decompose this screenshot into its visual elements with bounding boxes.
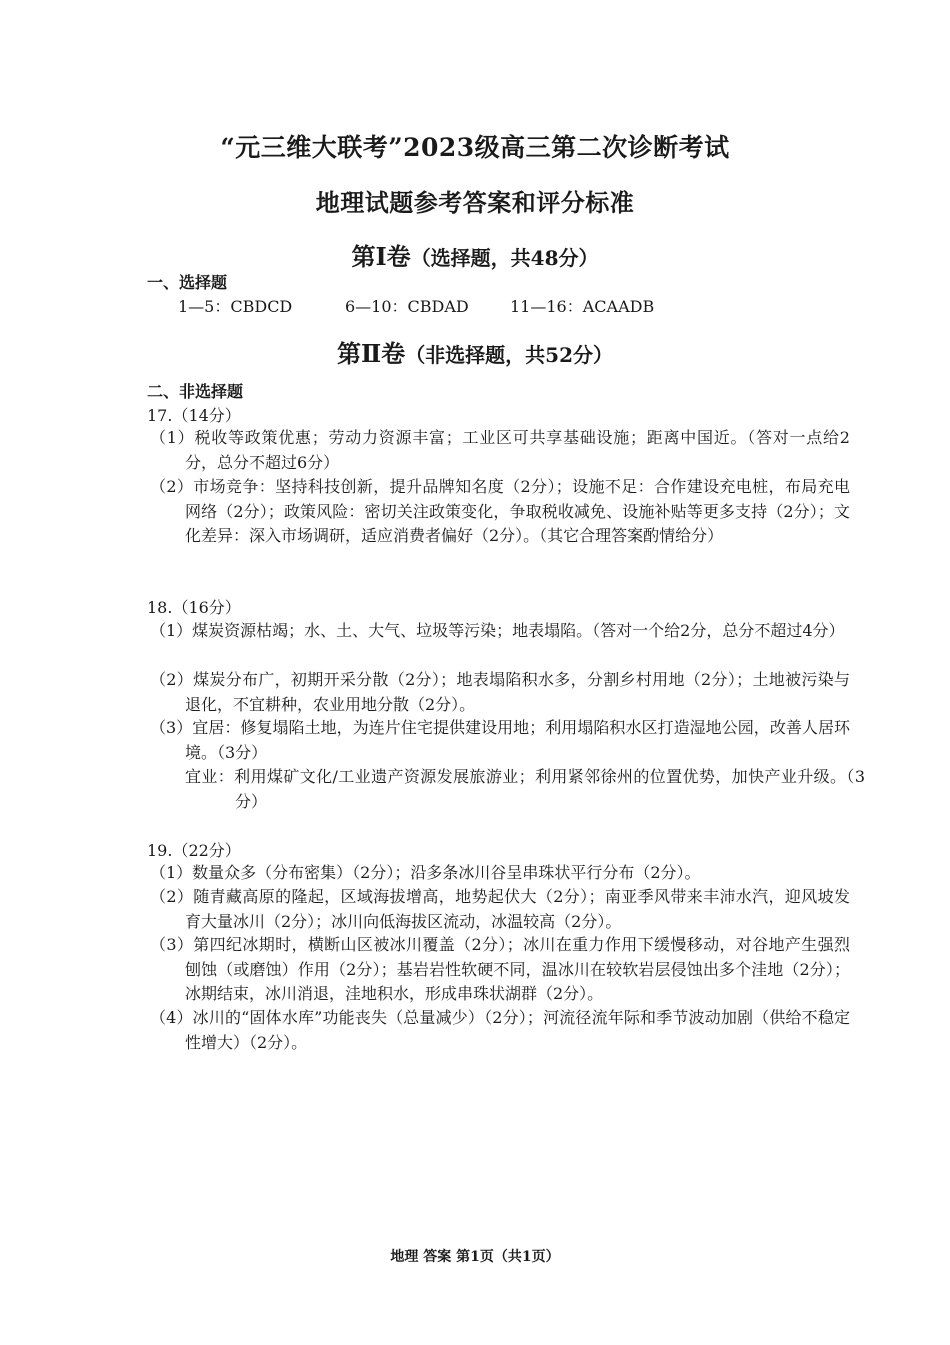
question-17-answer-2: （2）市场竞争：坚持科技创新，提升品牌知名度（2分）；设施不足：合作建设充电桩，布局充电网络（2分）；政策风险：密切关注政策变化，争取税收减免、设施补贴等更多支持（2分）；文化差异：深入市场调研，适应消费者偏好（2分）。（其它合理答案酌情给分） (150, 477, 850, 545)
volume-1-heading (0, 237, 950, 272)
question-18-answer-3b: 宜业：利用煤矿文化/工业遗产资源发展旅游业；利用紧邻徐州的位置优势，加快产业升级。（3分） (185, 767, 865, 811)
question-17-answer-1: （1）税收等政策优惠；劳动力资源丰富；工业区可共享基础设施；距离中国近。（答对一点给2分，总分不超过6分） (150, 428, 850, 472)
question-18-label: 18.（16分） (147, 598, 241, 617)
volume-2-sub: （非选择题，共52分） (405, 343, 614, 367)
question-17-label: 17.（14分） (147, 406, 241, 425)
choice-group-1: 1—5：CBDCD (178, 297, 293, 316)
volume-1-sub: （选择题，共48分） (410, 246, 599, 270)
question-19-answer-1: （1）数量众多（分布密集）（2分）；沿多条冰川谷呈串珠状平行分布（2分）。 (150, 863, 701, 882)
volume-2-main: 第Ⅱ卷 (336, 339, 406, 368)
page-footer: 地理 答案 第1页（共1页） (390, 1249, 560, 1265)
question-18-answer-1: （1）煤炭资源枯竭；水、土、大气、垃圾等污染；地表塌陷。（答对一个给2分，总分不超过4分） (150, 621, 845, 640)
question-18-answer-3: （3）宜居：修复塌陷土地，为连片住宅提供建设用地；利用塌陷积水区打造湿地公园，改善人居环境。（3分） (150, 718, 850, 762)
volume-2-heading (0, 334, 950, 369)
question-19-answer-2: （2）随青藏高原的隆起，区域海拔增高，地势起伏大（2分）；南亚季风带来丰沛水汽，迎风坡发育大量冰川（2分）；冰川向低海拔区流动，冰温较高（2分）。 (150, 887, 850, 931)
question-18-answer-2: （2）煤炭分布广，初期开采分散（2分）；地表塌陷积水多，分割乡村用地（2分）；土地被污染与退化，不宜耕种，农业用地分散（2分）。 (150, 670, 850, 714)
section-2-heading: 二、非选择题 (147, 382, 244, 401)
volume-1-main: 第Ⅰ卷 (351, 242, 411, 271)
choice-group-3: 11—16：ACAADB (510, 297, 655, 316)
section-1-heading: 一、选择题 (147, 273, 228, 292)
question-19-label: 19.（22分） (147, 841, 241, 860)
exam-subtitle: 地理试题参考答案和评分标准 (315, 188, 635, 217)
exam-title: “元三维大联考”2023级高三第二次诊断考试 (220, 133, 730, 162)
question-19-answer-3: （3）第四纪冰期时，横断山区被冰川覆盖（2分）；冰川在重力作用下缓慢移动，对谷地产生强烈刨蚀（或磨蚀）作用（2分）；基岩岩性软硬不同，温冰川在较软岩层侵蚀出多个洼地（2分）；冰期结束，冰川消退，洼地积水，形成串珠状湖群（2分）。 (150, 935, 850, 1003)
choice-group-2: 6—10：CBDAD (345, 297, 469, 316)
question-19-answer-4: （4）冰川的“固体水库”功能丧失（总量减少）（2分）；河流径流年际和季节波动加剧（供给不稳定性增大）（2分）。 (150, 1008, 850, 1052)
